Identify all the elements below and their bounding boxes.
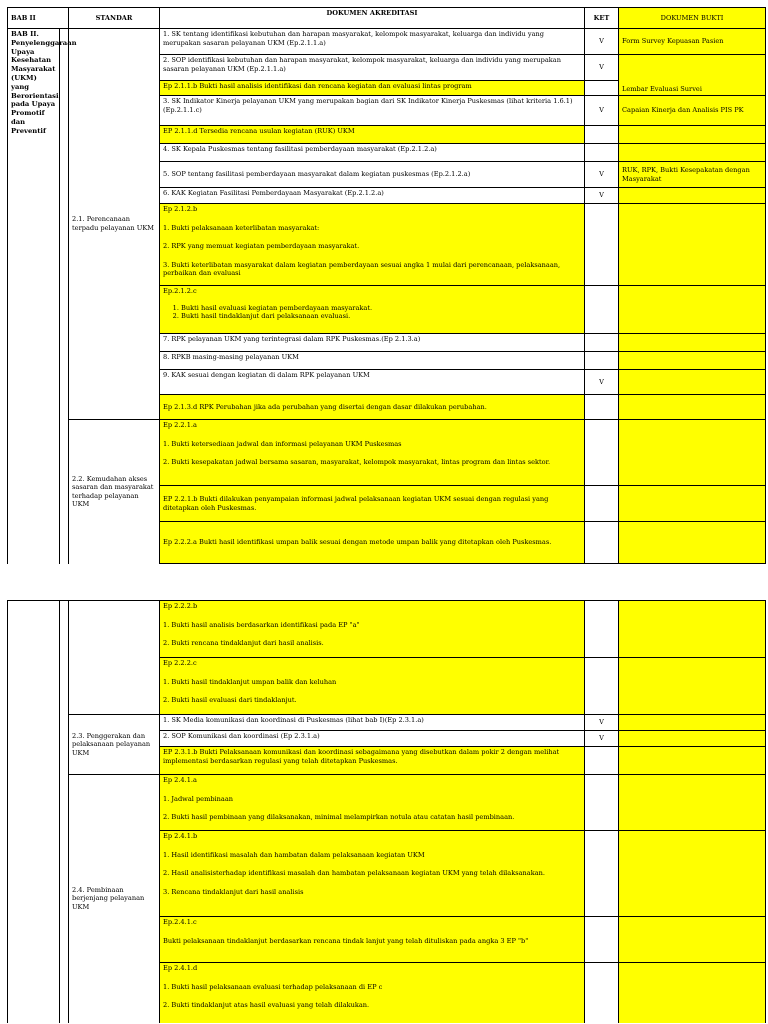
ket-cell [585,286,619,334]
ep-item: 1. Bukti hasil pelaksanaan evaluasi terhadap pelaksanaan di EP c [163,982,383,991]
accreditation-table-page-1 [7,7,766,564]
bukti-cell [619,963,766,1023]
header-standar: STANDAR [69,8,160,29]
bukti-cell [619,370,766,395]
ket-cell [585,658,619,715]
ket-cell: V [585,162,619,188]
ep-item: 2. Bukti hasil tindaklanjut dari pelaksanaan evaluasi. [181,312,581,321]
bukti-cell [619,601,766,658]
ep-item: 1. Hasil identifikasi masalah dan hambatan dalam pelaksanaan kegiatan UKM [163,850,425,859]
ep-item: 1. Bukti hasil analisis berdasarkan identifikasi pada EP "a" [163,620,360,629]
doc-cell: 6. KAK Kegiatan Fasilitasi Pemberdayaan Masyarakat (Ep.2.1.2.a) [160,188,585,204]
ep-item: 2. RPK yang memuat kegiatan pemberdayaan masyarakat. [163,242,360,251]
ep-item: 1. Bukti hasil evaluasi kegiatan pemberdayaan masyarakat. [181,304,581,313]
standar-2-3: 2.3. Penggerakan dan pelaksanaan pelayanan UKM [69,715,160,775]
bukti-cell [619,658,766,715]
ket-cell [585,831,619,917]
bukti-cell: RUK, RPK, Bukti Kesepakatan dengan Masyarakat [619,162,766,188]
doc-cell: 4. SK Kepala Puskesmas tentang fasilitasi pemberdayaan masyarakat (Ep.2.1.2.a) [160,144,585,162]
ep-2-1-2-b [160,204,585,286]
header-bab: BAB II [8,8,69,29]
ket-cell: V [585,55,619,81]
ket-cell [585,352,619,370]
standar-2-2-cont [69,601,160,715]
bukti-cell [619,486,766,522]
bukti-cell [619,747,766,775]
ket-cell [585,601,619,658]
ep-head: Ep 2.4.1.b [163,832,198,840]
ep-head: Ep.2.4.1.c [163,918,197,926]
ep-item: 1. Jadwal pembinaan [163,794,234,803]
bukti-cell [619,204,766,286]
header-bukti: DOKUMEN BUKTI [619,8,766,29]
doc-cell: Ep 2.2.2.a Bukti hasil identifikasi umpan balik sesuai dengan metode umpan balik yang ditetapkan oleh Puskesmas. [160,522,585,564]
table-header-row [8,8,766,29]
ep-2-2-2-c [160,658,585,715]
ep-item: 1. Bukti ketersediaan jadwal dan informasi pelayanan UKM Puskesmas [163,439,402,448]
doc-cell: 8. RPKB masing-masing pelayanan UKM [160,352,585,370]
ket-cell [585,144,619,162]
ep-item: 1. Bukti pelaksanaan keterlibatan masyarakat: [163,223,320,232]
ep-item: 2. Bukti kesepakatan jadwal bersama sasaran, masyarakat, kelompok masyarakat, lintas program dan lintas sektor. [163,458,551,467]
table-row [8,775,766,831]
spacer-column [60,601,69,1023]
ep-item: 2. Bukti rencana tindaklanjut dari hasil analisis. [163,639,324,648]
ep-head: Ep 2.2.2.c [163,659,197,667]
ket-cell [585,963,619,1023]
bukti-cell [619,775,766,831]
doc-cell: 7. RPK pelayanan UKM yang terintegrasi dalam RPK Puskesmas.(Ep 2.1.3.a) [160,334,585,352]
doc-cell: Ep 2.1.3.d RPK Perubahan jika ada perubahan yang disertai dengan dasar dilakukan perubahan. [160,395,585,420]
ep-head: Ep.2.1.2.c [163,287,197,295]
standar-2-1: 2.1. Perencanaan terpadu pelayanan UKM [69,29,160,420]
ket-cell: V [585,715,619,731]
ep-list [163,304,581,321]
ep-head: Ep 2.1.2.b [163,205,198,213]
table-row [8,601,766,658]
table-row [8,420,766,486]
ket-cell [585,917,619,963]
doc-cell: 1. SK tentang identifikasi kebutuhan dan harapan masyarakat, kelompok masyarakat, keluarga dan individu yang merupakan sasaran pelayanan UKM (Ep.2.1.1.a) [160,29,585,55]
ket-cell: V [585,731,619,747]
ep-2-4-1-b [160,831,585,917]
ket-cell: V [585,29,619,55]
bukti-cell [619,352,766,370]
bukti-cell [619,522,766,564]
ep-head: Ep 2.2.2.b [163,602,198,610]
page-1 [7,7,765,564]
doc-cell: EP 2.1.1.d Tersedia rencana usulan kegiatan (RUK) UKM [160,126,585,144]
header-ket: KET [585,8,619,29]
ep-item: 2. Bukti hasil evaluasi dari tindaklanjut. [163,696,297,705]
ep-head: Ep 2.2.1.a [163,421,197,429]
doc-cell: EP 2.3.1.b Bukti Pelaksanaan komunikasi dan koordinasi sebagaimana yang disebutkan dalam pokir 2 dengan melihat implementasi berdasarkan regulasi yang telah ditetapkan Puskesmas. [160,747,585,775]
bukti-cell: Capaian Kinerja dan Analisis PIS PK [619,96,766,126]
page-2 [7,600,765,1023]
ep-item: 3. Bukti keterlibatan masyarakat dalam kegiatan pemberdayaan sesuai angka 1 mulai dari perencanaan, pelaksanaan, perbaikan dan evaluasi [163,260,561,278]
bukti-cell: Lembar Evaluasi Survei [619,55,766,96]
header-dokumen: DOKUMEN AKREDITASI [160,8,585,29]
ket-cell [585,81,619,96]
doc-cell: 9. KAK sesuai dengan kegiatan di dalam RPK pelayanan UKM [160,370,585,395]
doc-cell: 1. SK Media komunikasi dan koordinasi di Puskesmas (lihat bab I)(Ep 2.3.1.a) [160,715,585,731]
ep-2-4-1-c [160,917,585,963]
ket-cell [585,420,619,486]
bukti-cell [619,420,766,486]
ep-2-2-2-b [160,601,585,658]
ket-cell [585,486,619,522]
bukti-cell [619,334,766,352]
ket-cell: V [585,96,619,126]
spacer-column [60,29,69,564]
ep-2-4-1-d [160,963,585,1023]
bukti-cell [619,731,766,747]
bukti-cell [619,715,766,731]
ket-cell [585,204,619,286]
bukti-cell [619,144,766,162]
bukti-cell [619,395,766,420]
ket-cell [585,775,619,831]
ket-cell [585,522,619,564]
ket-cell [585,334,619,352]
bukti-cell: Form Survey Kepuasan Pasien [619,29,766,55]
doc-cell: 5. SOP tentang fasilitasi pemberdayaan masyarakat dalam kegiatan puskesmas (Ep.2.1.2.a) [160,162,585,188]
standar-2-4: 2.4. Pembinaan berjenjang pelayanan UKM [69,775,160,1023]
ep-2-2-1-a [160,420,585,486]
ket-cell [585,126,619,144]
doc-cell: Ep 2.1.1.b Bukti hasil analisis identifikasi dan rencana kegiatan dan evaluasi lintas program [160,81,585,96]
table-row [8,715,766,731]
bab-column [8,601,60,1023]
ep-item: 3. Rencana tindaklanjut dari hasil analisis [163,887,304,896]
standar-2-2: 2.2. Kemudahan akses sasaran dan masyarakat terhadap pelayanan UKM [69,420,160,564]
doc-cell: EP 2.2.1.b Bukti dilakukan penyampaian informasi jadwal pelaksanaan kegiatan UKM sesuai dengan regulasi yang ditetapkan oleh Puskesmas. [160,486,585,522]
accreditation-table-page-2 [7,600,766,1023]
doc-cell: 3. SK Indikator Kinerja pelayanan UKM yang merupakan bagian dari SK Indikator Kinerja Puskesmas (lihat kriteria 1.6.1) (Ep.2.1.1.c) [160,96,585,126]
doc-cell: 2. SOP identifikasi kebutuhan dan harapan masyarakat, kelompok masyarakat, keluarga dan individu yang merupakan sasaran pelayanan UKM (Ep.2.1.1.a) [160,55,585,81]
doc-cell: 2. SOP Komunikasi dan koordinasi (Ep 2.3.1.a) [160,731,585,747]
ep-head: Ep 2.4.1.a [163,776,197,784]
bukti-cell [619,831,766,917]
ep-2-4-1-a [160,775,585,831]
ep-item: 2. Bukti tindaklanjut atas hasil evaluasi yang telah dilakukan. [163,1001,370,1010]
table-row [8,29,766,55]
bab-title: BAB II. Penyelenggaraan Upaya Kesehatan Masyarakat (UKM) yang Berorientasi pada Upaya Promotif dan Preventif [8,29,60,564]
bukti-cell [619,917,766,963]
ep-item: 1. Bukti hasil tindaklanjut umpan balik dan keluhan [163,677,337,686]
ket-cell: V [585,188,619,204]
bukti-cell [619,126,766,144]
bukti-cell [619,286,766,334]
ep-2-1-2-c [160,286,585,334]
bukti-cell [619,188,766,204]
ep-item: 2. Bukti hasil pembinaan yang dilaksanakan, minimal melampirkan notula atau catatan hasil pembinaan. [163,813,515,822]
ep-item: 2. Hasil analisisterhadap identifikasi masalah dan hambatan pelaksanaan kegiatan UKM yang telah dilaksanakan. [163,869,545,878]
ep-item: Bukti pelaksanaan tindaklanjut berdasarkan rencana tindak lanjut yang telah dituliskan pada angka 3 EP "b" [163,936,529,945]
ket-cell [585,395,619,420]
ket-cell: V [585,370,619,395]
ep-head: Ep 2.4.1.d [163,964,198,972]
ket-cell [585,747,619,775]
